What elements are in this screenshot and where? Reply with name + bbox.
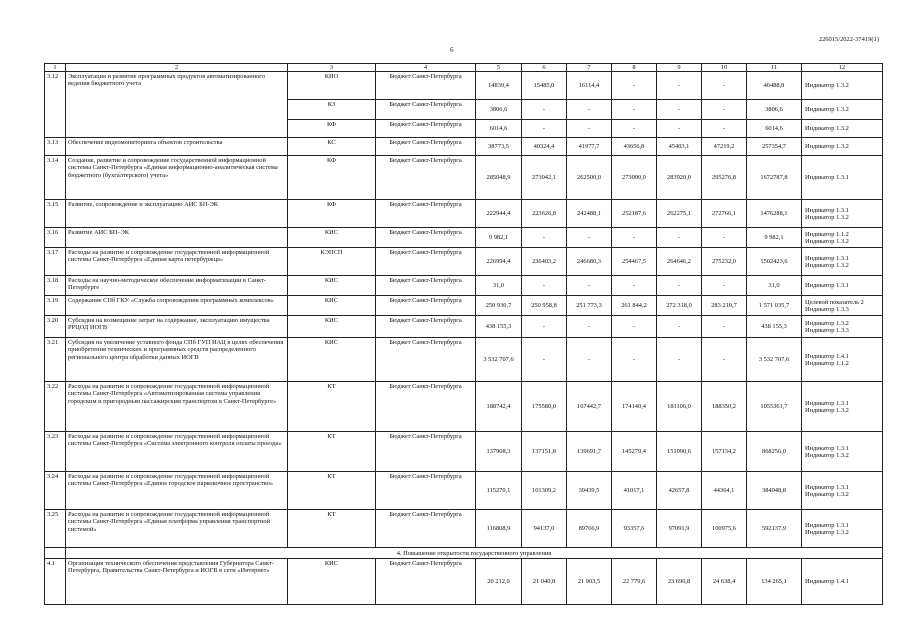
header-cell: 3 bbox=[288, 64, 376, 72]
amount-cell: 438 155,3 bbox=[476, 316, 522, 338]
indicator-cell: Целевой показатель 2 Индикатор 1.3.3 bbox=[802, 296, 883, 316]
funding-source: Бюджет Санкт-Петербурга bbox=[376, 510, 476, 548]
amount-cell: 275232,0 bbox=[702, 248, 747, 276]
amount-cell: 175580,0 bbox=[522, 382, 567, 432]
header-cell: 11 bbox=[747, 64, 802, 72]
indicator-cell: Индикатор 1.3.1 bbox=[802, 156, 883, 200]
header-cell: 7 bbox=[567, 64, 612, 72]
amount-cell: 592137,9 bbox=[747, 510, 802, 548]
amount-cell: 97091,9 bbox=[657, 510, 702, 548]
indicator-cell: Индикатор 1.3.1 Индикатор 1.3.2 bbox=[802, 510, 883, 548]
amount-cell: - bbox=[612, 100, 657, 120]
amount-cell: 137151,8 bbox=[522, 432, 567, 472]
amount-cell: 134 265,1 bbox=[747, 559, 802, 605]
amount-cell: 250 930,7 bbox=[476, 296, 522, 316]
row-number: 3.17 bbox=[45, 248, 66, 276]
amount-cell: 236403,2 bbox=[522, 248, 567, 276]
amount-cell: 93357,6 bbox=[612, 510, 657, 548]
event-name: Расходы на научно-методическое обеспечение информатизации в Санкт-Петербурге bbox=[66, 276, 288, 296]
amount-cell: 174140,4 bbox=[612, 382, 657, 432]
table-header bbox=[45, 64, 883, 72]
amount-cell: 39439,5 bbox=[567, 472, 612, 510]
indicator-cell: Индикатор 1.1.2 Индикатор 1.3.2 bbox=[802, 228, 883, 248]
indicator-cell: Индикатор 1.3.1 Индикатор 1.3.2 bbox=[802, 432, 883, 472]
document-id: 226015/2022-37419(1) bbox=[818, 36, 879, 43]
event-name: Организация технического обеспечения представления Губернатора Санкт-Петербурга, Правительства Санкт-Петербурга и ИОГВ в сети «Интернет» bbox=[66, 559, 288, 605]
table-row bbox=[45, 559, 883, 605]
amount-cell: - bbox=[702, 316, 747, 338]
amount-cell: 251 773,3 bbox=[567, 296, 612, 316]
amount-cell: 257354,7 bbox=[747, 138, 802, 156]
indicator-cell: Индикатор 1.4.1 bbox=[802, 559, 883, 605]
amount-cell: 295276,8 bbox=[702, 156, 747, 200]
row-number: 3.18 bbox=[45, 276, 66, 296]
section-title: 4. Повышение открытости государственного управления bbox=[66, 548, 883, 559]
table-row bbox=[45, 510, 883, 548]
amount-cell: - bbox=[522, 228, 567, 248]
amount-cell: 283920,0 bbox=[657, 156, 702, 200]
amount-cell: 38773,5 bbox=[476, 138, 522, 156]
amount-cell: 250 958,8 bbox=[522, 296, 567, 316]
executor-code: КФ bbox=[288, 156, 376, 200]
amount-cell: 261 844,2 bbox=[612, 296, 657, 316]
row-number: 3.23 bbox=[45, 432, 66, 472]
amount-cell: - bbox=[522, 338, 567, 382]
amount-cell: 167442,7 bbox=[567, 382, 612, 432]
amount-cell: - bbox=[612, 276, 657, 296]
amount-cell: - bbox=[702, 276, 747, 296]
amount-cell: 145279,4 bbox=[612, 432, 657, 472]
amount-cell: 20 212,0 bbox=[476, 559, 522, 605]
amount-cell: - bbox=[612, 316, 657, 338]
amount-cell: 283 210,7 bbox=[702, 296, 747, 316]
amount-cell: 137908,3 bbox=[476, 432, 522, 472]
amount-cell: 1672787,8 bbox=[747, 156, 802, 200]
amount-cell: 3806,6 bbox=[747, 100, 802, 120]
amount-cell: 264646,2 bbox=[657, 248, 702, 276]
table-body bbox=[45, 72, 883, 605]
amount-cell: 242488,1 bbox=[567, 200, 612, 228]
event-name: Субсидия на возмещение затрат на содержание, эксплуатацию имущества РРЦОД ИОГВ bbox=[66, 316, 288, 338]
funding-source: Бюджет Санкт-Петербурга bbox=[376, 472, 476, 510]
indicator-cell: Индикатор 1.4.1 Индикатор 1.1.2 bbox=[802, 338, 883, 382]
funding-source: Бюджет Санкт-Петербурга bbox=[376, 200, 476, 228]
amount-cell: 1476288,1 bbox=[747, 200, 802, 228]
row-number: 3.13 bbox=[45, 138, 66, 156]
amount-cell: - bbox=[702, 72, 747, 100]
indicator-cell: Индикатор 1.3.2 Индикатор 1.3.3 bbox=[802, 316, 883, 338]
amount-cell: - bbox=[657, 100, 702, 120]
table-row bbox=[45, 276, 883, 296]
row-number: 3.24 bbox=[45, 472, 66, 510]
funding-source: Бюджет Санкт-Петербурга bbox=[376, 432, 476, 472]
funding-source: Бюджет Санкт-Петербурга bbox=[376, 120, 476, 138]
amount-cell: 15485,0 bbox=[522, 72, 567, 100]
amount-cell: 42657,8 bbox=[657, 472, 702, 510]
amount-cell: 1502423,6 bbox=[747, 248, 802, 276]
amount-cell: 24 638,4 bbox=[702, 559, 747, 605]
amount-cell: 226994,4 bbox=[476, 248, 522, 276]
amount-cell: 47219,2 bbox=[702, 138, 747, 156]
amount-cell: 272766,1 bbox=[702, 200, 747, 228]
executor-code: КИС bbox=[288, 296, 376, 316]
amount-cell: - bbox=[612, 120, 657, 138]
amount-cell: 6014,6 bbox=[476, 120, 522, 138]
funding-source: Бюджет Санкт-Петербурга bbox=[376, 276, 476, 296]
amount-cell: 252187,6 bbox=[612, 200, 657, 228]
executor-code: КИС bbox=[288, 338, 376, 382]
amount-cell: 21 040,8 bbox=[522, 559, 567, 605]
amount-cell: - bbox=[702, 228, 747, 248]
amount-cell: 23 690,8 bbox=[657, 559, 702, 605]
amount-cell: 262275,1 bbox=[657, 200, 702, 228]
amount-cell: 222944,4 bbox=[476, 200, 522, 228]
table-row bbox=[45, 338, 883, 382]
amount-cell: 16114,4 bbox=[567, 72, 612, 100]
event-name: Развитие АИС БП–ЭК bbox=[66, 228, 288, 248]
event-name: Обеспечение видеомониторинга объектов строительства bbox=[66, 138, 288, 156]
amount-cell: 273042,1 bbox=[522, 156, 567, 200]
indicator-cell: Индикатор 1.3.1 Индикатор 1.3.2 bbox=[802, 248, 883, 276]
amount-cell: 41977,7 bbox=[567, 138, 612, 156]
amount-cell: 1055361,7 bbox=[747, 382, 802, 432]
amount-cell: 115270,1 bbox=[476, 472, 522, 510]
amount-cell: 3 532 707,6 bbox=[747, 338, 802, 382]
indicator-cell: Индикатор 1.3.2 bbox=[802, 100, 883, 120]
table-row bbox=[45, 200, 883, 228]
amount-cell: 100975,6 bbox=[702, 510, 747, 548]
executor-code: КТ bbox=[288, 382, 376, 432]
funding-source: Бюджет Санкт-Петербурга bbox=[376, 138, 476, 156]
amount-cell: 3 532 707,6 bbox=[476, 338, 522, 382]
amount-cell: 151090,6 bbox=[657, 432, 702, 472]
row-number: 3.22 bbox=[45, 382, 66, 432]
indicator-cell: Индикатор 1.3.1 Индикатор 1.3.2 bbox=[802, 200, 883, 228]
amount-cell: 868256,0 bbox=[747, 432, 802, 472]
amount-cell: 188350,2 bbox=[702, 382, 747, 432]
amount-cell: 14839,4 bbox=[476, 72, 522, 100]
amount-cell: 31,0 bbox=[476, 276, 522, 296]
header-cell: 10 bbox=[702, 64, 747, 72]
funding-source: Бюджет Санкт-Петербурга bbox=[376, 559, 476, 605]
funding-source: Бюджет Санкт-Петербурга bbox=[376, 156, 476, 200]
event-name: Субсидия на увеличение уставного фонда СПб ГУП ИАЦ в целях обеспечения приобретения технических и программных средств распределенного регионального центра обработки данных ИОГВ bbox=[66, 338, 288, 382]
header-cell: 8 bbox=[612, 64, 657, 72]
amount-cell: 273000,0 bbox=[612, 156, 657, 200]
amount-cell: 94137,0 bbox=[522, 510, 567, 548]
amount-cell: 44364,1 bbox=[702, 472, 747, 510]
amount-cell: - bbox=[657, 120, 702, 138]
table-row bbox=[45, 248, 883, 276]
amount-cell: 438 155,3 bbox=[747, 316, 802, 338]
section-row bbox=[45, 548, 883, 559]
header-cell: 4 bbox=[376, 64, 476, 72]
row-number: 3.25 bbox=[45, 510, 66, 548]
funding-source: Бюджет Санкт-Петербурга bbox=[376, 316, 476, 338]
table-row bbox=[45, 228, 883, 248]
amount-cell: 9 982,1 bbox=[476, 228, 522, 248]
amount-cell: 188742,4 bbox=[476, 382, 522, 432]
amount-cell: - bbox=[567, 100, 612, 120]
amount-cell: - bbox=[612, 338, 657, 382]
amount-cell: 254467,5 bbox=[612, 248, 657, 276]
table-row bbox=[45, 296, 883, 316]
amount-cell: 22 779,6 bbox=[612, 559, 657, 605]
amount-cell: 272 318,0 bbox=[657, 296, 702, 316]
amount-cell: - bbox=[522, 276, 567, 296]
amount-cell: 262500,0 bbox=[567, 156, 612, 200]
table-row bbox=[45, 156, 883, 200]
amount-cell: 246680,3 bbox=[567, 248, 612, 276]
funding-source: Бюджет Санкт-Петербурга bbox=[376, 338, 476, 382]
event-name: Эксплуатация и развитие программных продуктов автоматизированного ведения бюджетного учета bbox=[66, 72, 288, 138]
event-name: Содержание СПб ГКУ «Служба сопровождения программных комплексов» bbox=[66, 296, 288, 316]
amount-cell: - bbox=[657, 72, 702, 100]
row-number: 3.14 bbox=[45, 156, 66, 200]
executor-code: КЗ bbox=[288, 100, 376, 120]
funding-source: Бюджет Санкт-Петербурга bbox=[376, 228, 476, 248]
amount-cell: - bbox=[612, 228, 657, 248]
table-row bbox=[45, 472, 883, 510]
section-spacer bbox=[45, 548, 66, 559]
amount-cell: - bbox=[567, 120, 612, 138]
amount-cell: 40324,4 bbox=[522, 138, 567, 156]
amount-cell: 45403,1 bbox=[657, 138, 702, 156]
event-name: Развитие, сопровождение и эксплуатацию АИС БП-ЭК bbox=[66, 200, 288, 228]
executor-code: КС bbox=[288, 138, 376, 156]
amount-cell: - bbox=[567, 316, 612, 338]
amount-cell: - bbox=[567, 228, 612, 248]
funding-source: Бюджет Санкт-Петербурга bbox=[376, 72, 476, 100]
amount-cell: 41017,1 bbox=[612, 472, 657, 510]
header-cell: 1 bbox=[45, 64, 66, 72]
funding-source: Бюджет Санкт-Петербурга bbox=[376, 296, 476, 316]
amount-cell: 9 982,1 bbox=[747, 228, 802, 248]
indicator-cell: Индикатор 1.3.1 Индикатор 1.3.2 bbox=[802, 382, 883, 432]
amount-cell: - bbox=[657, 276, 702, 296]
indicator-cell: Индикатор 1.3.2 bbox=[802, 120, 883, 138]
amount-cell: 21 903,5 bbox=[567, 559, 612, 605]
amount-cell: - bbox=[657, 228, 702, 248]
row-number: 3.20 bbox=[45, 316, 66, 338]
row-number: 3.15 bbox=[45, 200, 66, 228]
amount-cell: 3806,6 bbox=[476, 100, 522, 120]
table-row bbox=[45, 382, 883, 432]
page-number: 6 bbox=[450, 46, 454, 54]
amount-cell: 101309,2 bbox=[522, 472, 567, 510]
amount-cell: 116808,9 bbox=[476, 510, 522, 548]
funding-source: Бюджет Санкт-Петербурга bbox=[376, 382, 476, 432]
amount-cell: - bbox=[702, 338, 747, 382]
executor-code: КЭПСП bbox=[288, 248, 376, 276]
executor-code: КИО bbox=[288, 72, 376, 100]
executor-code: КТ bbox=[288, 432, 376, 472]
amount-cell: - bbox=[522, 316, 567, 338]
amount-cell: 43656,8 bbox=[612, 138, 657, 156]
table-row bbox=[45, 316, 883, 338]
amount-cell: - bbox=[567, 338, 612, 382]
amount-cell: 31,0 bbox=[747, 276, 802, 296]
amount-cell: 1 571 035,7 bbox=[747, 296, 802, 316]
amount-cell: - bbox=[657, 316, 702, 338]
indicator-cell: Индикатор 1.3.2 bbox=[802, 138, 883, 156]
amount-cell: 6014,6 bbox=[747, 120, 802, 138]
row-number: 4.1 bbox=[45, 559, 66, 605]
amount-cell: - bbox=[567, 276, 612, 296]
executor-code: КИС bbox=[288, 559, 376, 605]
funding-source: Бюджет Санкт-Петербурга bbox=[376, 248, 476, 276]
row-number: 3.19 bbox=[45, 296, 66, 316]
executor-code: КИС bbox=[288, 316, 376, 338]
amount-cell: 181106,0 bbox=[657, 382, 702, 432]
row-number: 3.16 bbox=[45, 228, 66, 248]
program-table bbox=[44, 63, 883, 605]
amount-cell: - bbox=[522, 100, 567, 120]
amount-cell: 285048,9 bbox=[476, 156, 522, 200]
amount-cell: - bbox=[702, 120, 747, 138]
event-name: Расходы на развитие и сопровождение государственной информационной системы Санкт-Петербурга «Единая платформа управления транспортной системой» bbox=[66, 510, 288, 548]
executor-code: КИС bbox=[288, 276, 376, 296]
indicator-cell: Индикатор 1.3.1 Индикатор 1.3.2 bbox=[802, 472, 883, 510]
executor-code: КФ bbox=[288, 200, 376, 228]
amount-cell: - bbox=[522, 120, 567, 138]
indicator-cell: Индикатор 1.3.2 bbox=[802, 72, 883, 100]
amount-cell: 89766,9 bbox=[567, 510, 612, 548]
executor-code: КТ bbox=[288, 472, 376, 510]
indicator-cell: Индикатор 1.3.1 bbox=[802, 276, 883, 296]
amount-cell: - bbox=[657, 338, 702, 382]
amount-cell: - bbox=[612, 72, 657, 100]
header-cell: 12 bbox=[802, 64, 883, 72]
table-row bbox=[45, 432, 883, 472]
table-row bbox=[45, 138, 883, 156]
executor-code: КТ bbox=[288, 510, 376, 548]
event-name: Расходы на развитие и сопровождение государственной информационной системы Санкт-Петербурга «Единая карта петербуржца» bbox=[66, 248, 288, 276]
header-cell: 9 bbox=[657, 64, 702, 72]
executor-code: КФ bbox=[288, 120, 376, 138]
event-name: Создание, развитие и сопровождение государственной информационной системы Санкт-Петербурга «Единая информационно-аналитическая система бюджетного (бухгалтерского) учета» bbox=[66, 156, 288, 200]
amount-cell: 46488,8 bbox=[747, 72, 802, 100]
amount-cell: 384048,8 bbox=[747, 472, 802, 510]
header-cell: 5 bbox=[476, 64, 522, 72]
event-name: Расходы на развитие и сопровождение государственной информационной системы Санкт-Петербурга «Система электронного контроля оплаты проезда» bbox=[66, 432, 288, 472]
header-cell: 2 bbox=[66, 64, 288, 72]
row-number: 3.12 bbox=[45, 72, 66, 138]
header-cell: 6 bbox=[522, 64, 567, 72]
amount-cell: 139691,7 bbox=[567, 432, 612, 472]
amount-cell: 157134,2 bbox=[702, 432, 747, 472]
amount-cell: - bbox=[702, 100, 747, 120]
event-name: Расходы на развитие и сопровождение государственной информационной системы Санкт-Петербурга «Автоматизированная система управления городским и пригородным пассажирским транспортом в Санкт-Петербурге» bbox=[66, 382, 288, 432]
table-row bbox=[45, 72, 883, 100]
row-number: 3.21 bbox=[45, 338, 66, 382]
funding-source: Бюджет Санкт-Петербурга bbox=[376, 100, 476, 120]
amount-cell: 223626,8 bbox=[522, 200, 567, 228]
executor-code: КИС bbox=[288, 228, 376, 248]
event-name: Расходы на развитие и сопровождение государственной информационной системы Санкт-Петербурга «Единое городское парковочное пространство» bbox=[66, 472, 288, 510]
